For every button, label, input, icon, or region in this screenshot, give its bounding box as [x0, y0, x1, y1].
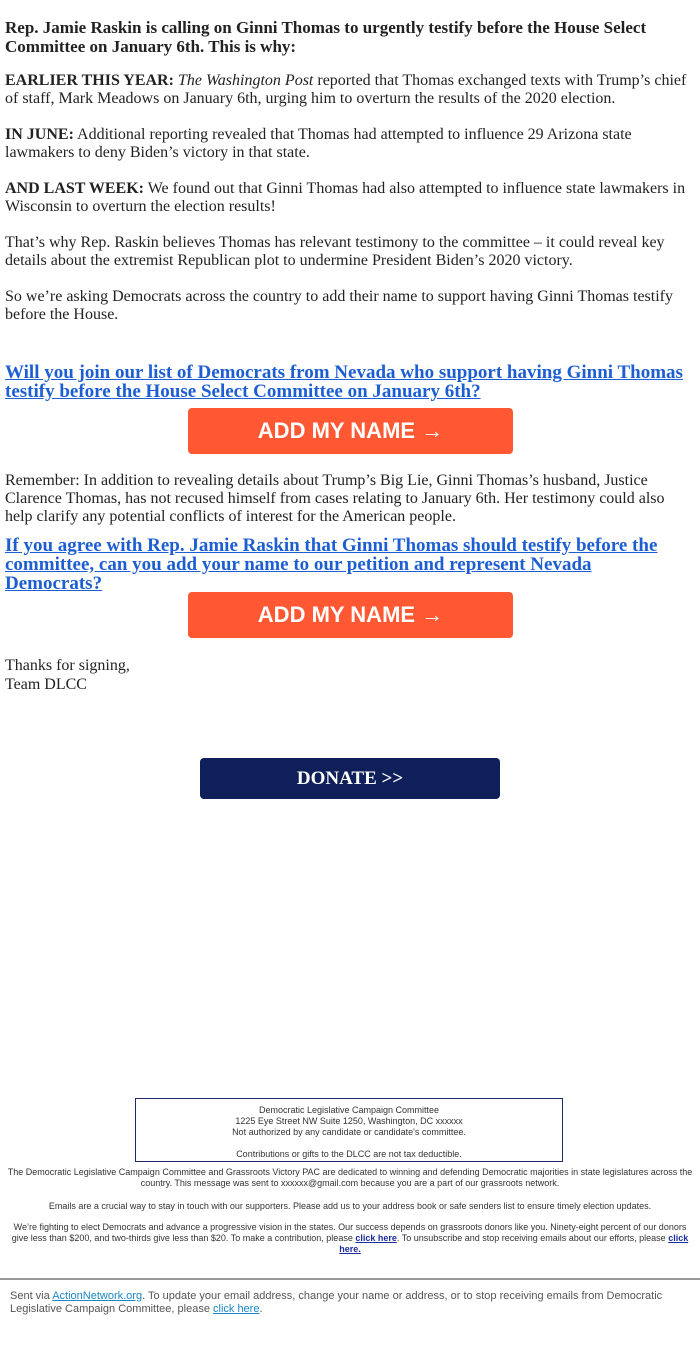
add-my-name-button-2[interactable]: ADD MY NAME → [188, 592, 513, 638]
signoff-thanks: Thanks for signing, [5, 657, 130, 674]
cta-link-join-list[interactable]: Will you join our list of Democrats from Nevada who support having Ginni Thomas testify before the House Select Committee on January 6th? [5, 362, 683, 402]
update-preferences-link[interactable]: click here [213, 1303, 260, 1315]
actionnetwork-link[interactable]: ActionNetwork.org [52, 1290, 143, 1302]
footer-disclaimer: Not authorized by any candidate or candidate's committee. [232, 1127, 466, 1137]
footer-org-name: Democratic Legislative Campaign Committee [258, 1105, 440, 1115]
label-earlier-this-year: EARLIER THIS YEAR: [5, 72, 174, 89]
footer-tax-note: Contributions or gifts to the DLCC are not tax deductible. [236, 1149, 462, 1159]
paragraph-last-week [5, 180, 695, 216]
add-my-name-button-1[interactable]: ADD MY NAME → [188, 408, 513, 454]
paragraph-remember: Remember: In addition to revealing details about Trump’s Big Lie, Ginni Thomas’s husband, Justice Clarence Thomas, has not recused himself from cases relating to January 6th. Her testimony could also help clarify any potential conflicts of interest for the American people. [5, 472, 665, 525]
paragraph-raskin-believes: That’s why Rep. Raskin believes Thomas has relevant testimony to the committee – it could reveal key details about the extremist Republican plot to undermine President Biden’s 2020 victory. [5, 234, 665, 269]
sent-via-text: . To update your email address, change your name or address, or to stop receiving emails from Democratic Legislative Campaign Committee, please [10, 1290, 663, 1315]
label-in-june: IN JUNE: [5, 126, 74, 143]
footer-text: We’re fighting to elect Democrats and advance a progressive vision in the states. Our success depends on grassroots donors like you. Ninety-eight percent of our donors give less than $200, and two-thirds give less than $20. To make a contribution, please [11, 1222, 687, 1243]
contribute-link[interactable]: click here [355, 1233, 397, 1243]
footer-para-donors [6, 1222, 694, 1255]
paragraph-earlier-this-year [5, 72, 695, 108]
donate-button[interactable]: DONATE >> [200, 758, 500, 799]
paragraph-text: We found out that Ginni Thomas had also attempted to influence state lawmakers in Wisconsin to overturn the election results! [5, 180, 686, 215]
footer-para-mission: The Democratic Legislative Campaign Committee and Grassroots Victory PAC are dedicated to winning and defending Democratic majorities in state legislatures across the country. This message was sent to xxxxxx@gmail.com because you are a part of our grassroots network. [7, 1167, 693, 1188]
label-last-week: AND LAST WEEK: [5, 180, 144, 197]
footer-address-box [135, 1098, 563, 1162]
footer-divider [0, 1278, 700, 1280]
paragraph-asking-democrats: So we’re asking Democrats across the country to add their name to support having Ginni Thomas testify before the House. [5, 288, 673, 323]
sent-via-text: Sent via [10, 1290, 53, 1302]
paragraph-in-june [5, 126, 695, 162]
cta-link-agree-petition[interactable]: If you agree with Rep. Jamie Raskin that Ginni Thomas should testify before the committee, can you add your name to our petition and represent Nevada Democrats? [5, 535, 658, 594]
footer-text: . To unsubscribe and stop receiving emails about our efforts, please [396, 1233, 669, 1243]
footer-address: 1225 Eye Street NW Suite 1250, Washington, DC xxxxxx [235, 1116, 463, 1126]
email-body [5, 18, 695, 324]
paragraph-text: Additional reporting revealed that Thomas had attempted to influence 29 Arizona state lawmakers to deny Biden’s victory in that state. [5, 126, 632, 161]
headline: Rep. Jamie Raskin is calling on Ginni Thomas to urgently testify before the House Select Committee on January 6th. This is why: [5, 18, 647, 56]
sent-via-text: . [259, 1303, 263, 1315]
signoff-team: Team DLCC [5, 676, 87, 693]
sent-via-notice [10, 1290, 680, 1316]
unsubscribe-link[interactable]: click here. [339, 1233, 689, 1254]
footer-para-emails: Emails are a crucial way to stay in touch with our supporters. Please add us to your address book or safe senders list to ensure timely election updates. [48, 1201, 652, 1211]
washington-post-title: The Washington Post [177, 72, 314, 89]
paragraph-text: reported that Thomas exchanged texts with Trump’s chief of staff, Mark Meadows on January 6th, urging him to overturn the results of the 2020 election. [5, 72, 687, 107]
